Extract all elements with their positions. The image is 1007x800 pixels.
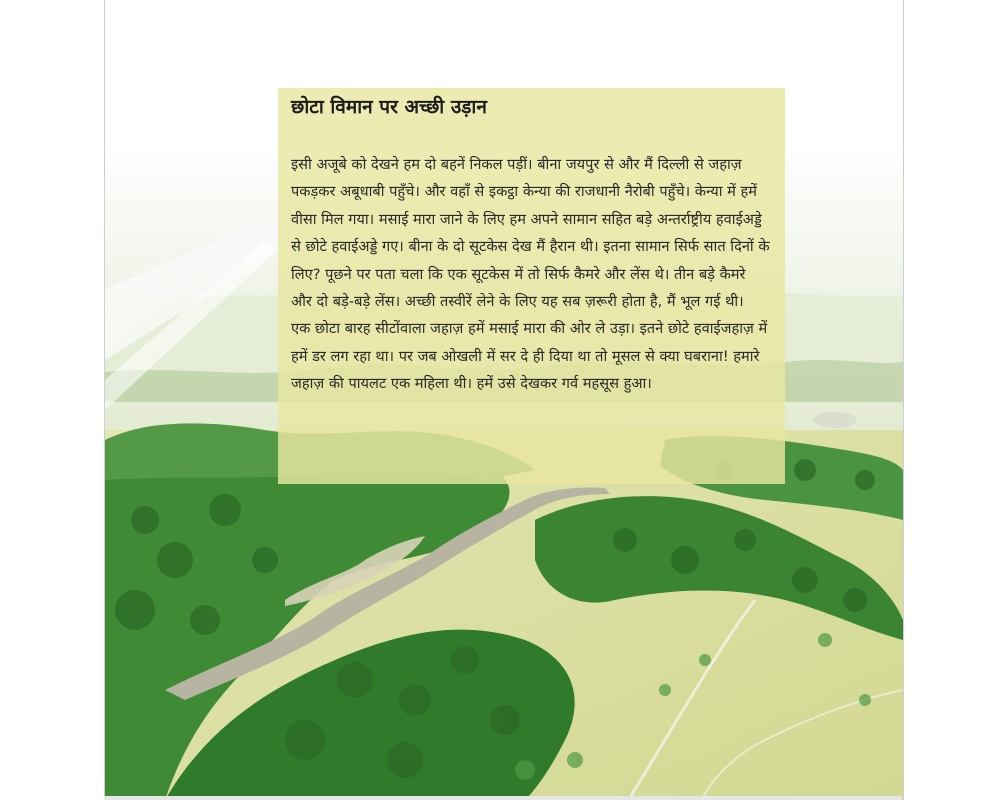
document-page (104, 0, 904, 800)
page-bottom-edge (104, 796, 902, 800)
article-body (291, 151, 771, 398)
article-text-panel (278, 88, 785, 484)
article-paragraph: एक छोटा बारह सीटोंवाला जहाज़ हमें मसाई मारा की ओर ले उड़ा। इतने छोटे हवाईजहाज़ में हमें डर लग रहा था। पर जब ओखली में सर दे ही दिया था तो मूसल से क्या घबराना! हमारे जहाज़ की पायलट एक महिला थी। हमें उसे देखकर गर्व महसूस हुआ। (291, 320, 768, 393)
article-title: छोटा विमान पर अच्छी उड़ान (291, 96, 487, 118)
article-paragraph: इसी अजूबे को देखने हम दो बहनें निकल पड़ीं। बीना जयपुर से और मैं दिल्ली से जहाज़ पकड़कर अबूधाबी पहुँचे। और वहाँ से इकट्ठा केन्या की राजधानी नैरोबी पहुँचे। केन्या में हमें वीसा मिल गया। मसाई मारा जाने के लिए हम अपने सामान सहित बड़े अन्तर्राष्ट्रीय हवाईअड्डे से छोटे हवाईअड्डे गए। बीना के दो सूटकेस देख मैं हैरान थी। इतना सामान सिर्फ सात दिनों के लिए? पूछने पर पता चला कि एक सूटकेस में तो सिर्फ कैमरे और लेंस थे। तीन बड़े कैमरे और दो बड़े-बड़े लेंस। अच्छी तस्वीरें लेने के लिए यह सब ज़रूरी होता है, मैं भूल गई थी। (291, 156, 770, 311)
